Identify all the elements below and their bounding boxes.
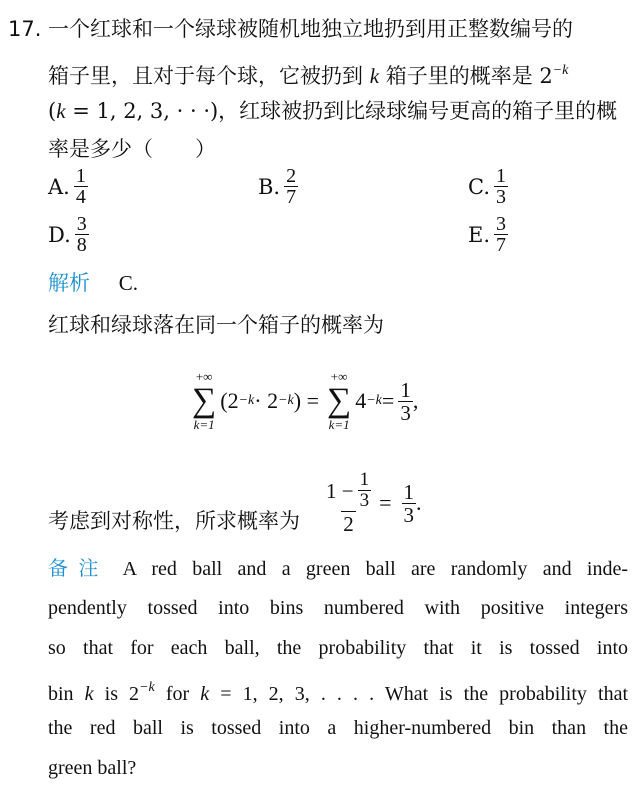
equals: =	[379, 490, 392, 515]
denominator: 7	[496, 234, 507, 256]
problem-number: 17.	[8, 17, 42, 41]
note-text: bin	[48, 683, 85, 705]
problem-line-3	[48, 96, 617, 126]
option-b	[258, 166, 298, 207]
note-text: = 1, 2, 3, . . . . What is the probability that	[209, 683, 628, 705]
denominator: 3	[359, 490, 370, 511]
result-fraction	[398, 379, 413, 424]
solution-heading-line	[48, 268, 138, 298]
option-label: C.	[468, 174, 490, 199]
option-fraction	[494, 166, 508, 207]
symmetry-equation	[320, 470, 422, 536]
option-a	[48, 166, 88, 207]
result-fraction	[402, 481, 417, 526]
sum-body: ) =	[293, 388, 319, 413]
sum-upper-limit: +∞	[330, 369, 348, 384]
numerator: 1	[359, 469, 370, 490]
numerator	[324, 470, 373, 511]
text-segment: 箱子里的概率是 2	[379, 64, 553, 88]
exponent: −k	[238, 393, 255, 408]
punctuation: ,	[412, 388, 419, 413]
var-k: k	[56, 99, 66, 123]
denominator: 2	[343, 512, 354, 536]
sum-body: · 2	[254, 388, 279, 413]
option-e	[468, 214, 508, 255]
sigma-icon: ∑	[192, 382, 217, 419]
solution-answer: C.	[118, 271, 138, 295]
option-fraction	[75, 214, 89, 255]
note-line-2: pendently tossed into bins numbered with positive integers	[48, 597, 628, 619]
exponent: −k	[366, 393, 382, 408]
problem-line-2	[48, 56, 568, 91]
inner-fraction	[358, 470, 372, 511]
exponent: −k	[278, 393, 294, 408]
note-text: for	[154, 683, 201, 705]
solution-heading: 解析	[48, 271, 90, 295]
denominator: 8	[76, 234, 87, 256]
sum-equation	[188, 370, 418, 432]
equals: =	[381, 388, 395, 413]
sum-symbol-2	[327, 370, 351, 432]
exponent: −k	[552, 63, 569, 78]
sum-lower-limit: k=1	[193, 417, 215, 432]
exponent: −k	[139, 680, 155, 695]
denominator: 3	[400, 400, 411, 425]
denominator: 3	[496, 186, 506, 208]
option-label: D.	[48, 222, 71, 247]
numerator-text: 1 −	[326, 478, 354, 503]
option-c	[468, 166, 508, 207]
note-line-6: green ball?	[48, 757, 137, 779]
var-k: k	[369, 64, 380, 88]
sum-body: (2	[220, 388, 239, 413]
numerator: 1	[403, 479, 415, 504]
solution-text-2: 考虑到对称性，所求概率为	[48, 509, 300, 533]
note-heading: 备注	[48, 556, 109, 580]
problem-line-1: 一个红球和一个绿球被随机地独立地扔到用正整数编号的	[48, 17, 573, 41]
punctuation: .	[416, 490, 422, 515]
note-line-1	[48, 548, 628, 589]
sum-body: 4	[355, 388, 367, 413]
problem-line-4: 率是多少（ ）	[48, 137, 216, 161]
numerator: 3	[76, 213, 87, 235]
numerator: 2	[286, 165, 297, 187]
solution-text-1: 红球和绿球落在同一个箱子的概率为	[48, 313, 384, 337]
option-label: A.	[48, 174, 70, 199]
sum-upper-limit: +∞	[195, 369, 213, 384]
option-d	[48, 214, 89, 255]
numerator: 1	[75, 165, 86, 187]
text-segment: = 1, 2, 3, · · ·)，红球被扔到比绿球编号更高的箱子里的概	[65, 99, 618, 123]
var-k: k	[84, 683, 94, 705]
var-k: k	[200, 683, 210, 705]
sum-lower-limit: k=1	[328, 417, 350, 432]
option-fraction	[74, 166, 88, 207]
denominator: 3	[403, 502, 415, 527]
text-segment: 箱子里，且对于每个球，它被扔到	[48, 64, 370, 88]
sum-symbol-1	[192, 370, 216, 432]
denominator: 4	[75, 186, 86, 208]
option-label: E.	[468, 222, 491, 247]
numerator: 1	[496, 165, 506, 187]
sigma-icon: ∑	[326, 382, 352, 419]
note-line-3: so that for each ball, the probability that it is tossed into	[48, 637, 628, 659]
symmetry-fraction	[324, 470, 373, 536]
note-text: is 2	[93, 683, 140, 705]
option-fraction	[494, 214, 508, 255]
numerator: 3	[496, 213, 507, 235]
option-label: B.	[258, 174, 281, 199]
denominator: 7	[286, 186, 297, 208]
note-text: A red ball and a green ball are randomly and inde-	[122, 558, 628, 580]
option-fraction	[284, 166, 298, 207]
text-segment: (	[48, 99, 57, 123]
numerator: 1	[400, 377, 411, 402]
note-line-5: the red ball is tossed into a higher-numbered bin than the	[48, 717, 628, 739]
